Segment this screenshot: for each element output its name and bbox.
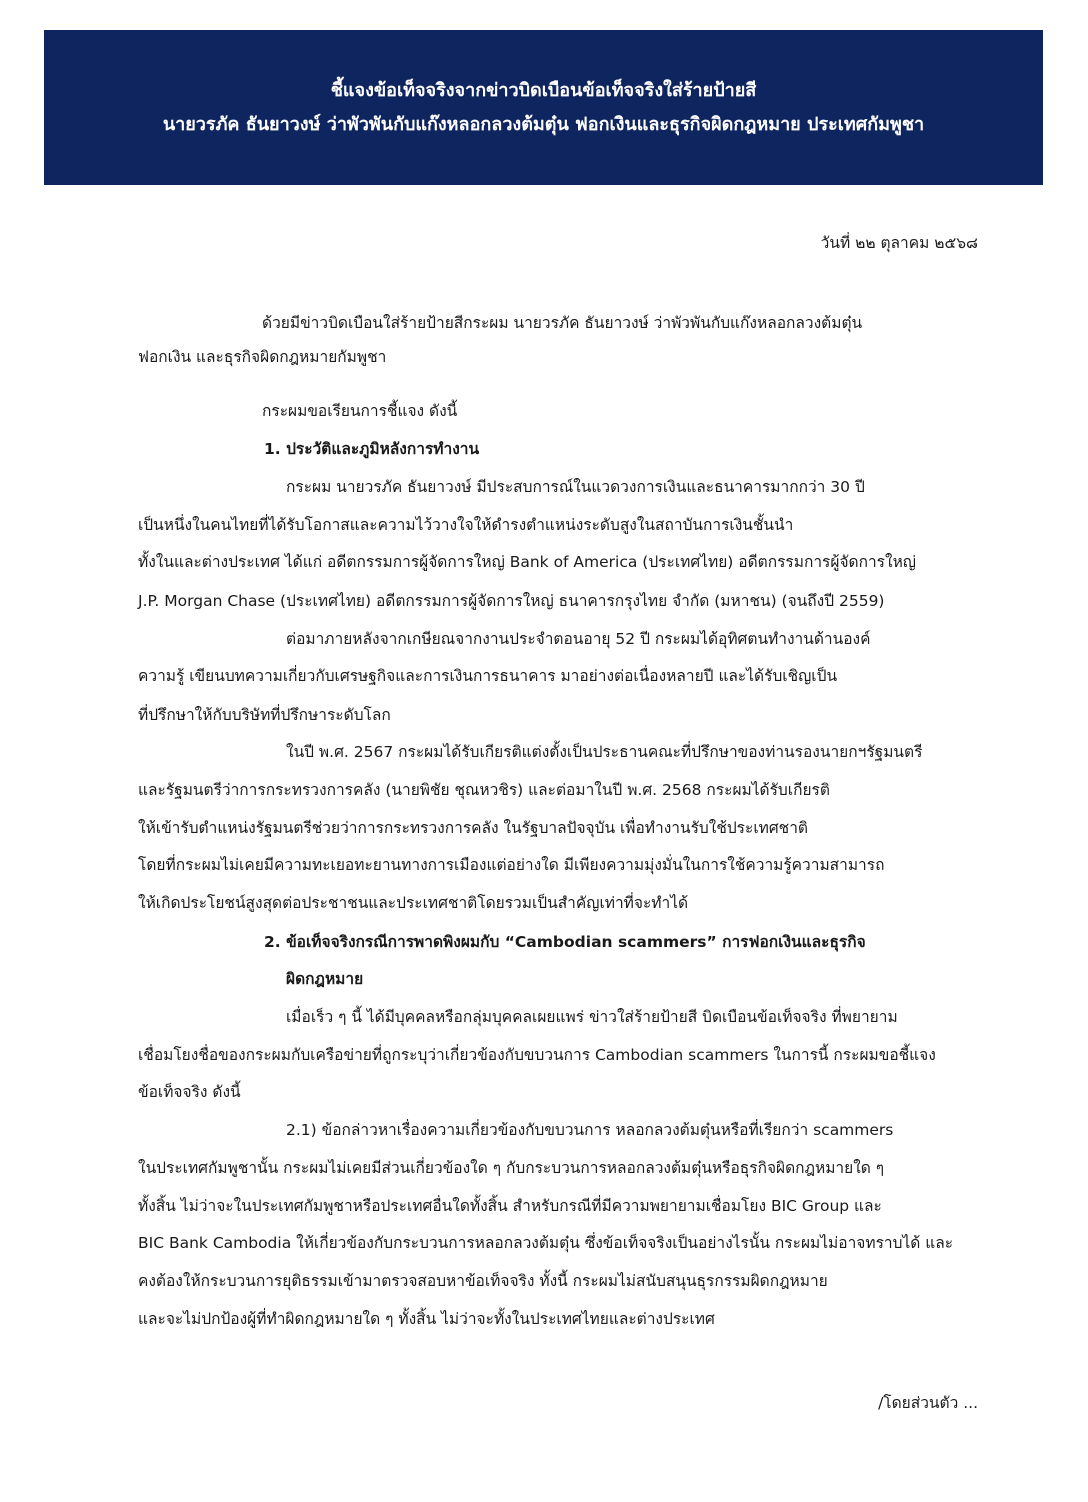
section-2-p2-line-1: 2.1) ข้อกล่าวหาเรื่องความเกี่ยวข้องกับขบวนการ หลอกลวงต้มตุ๋นหรือที่เรียกว่า scammers (286, 1121, 894, 1139)
section-2-heading-line-1: 2. ข้อเท็จจริงกรณีการพาดพิงผมกับ “Cambodian scammers” การฟอกเงินและธุรกิจ (264, 933, 866, 951)
section-2-p2-line-6: และจะไม่ปกป้องผู้ที่ทำผิดกฎหมายใด ๆ ทั้งสิ้น ไม่ว่าจะทั้งในประเทศไทยและต่างประเทศ (138, 1310, 715, 1328)
section-1-p3-line-4: โดยที่กระผมไม่เคยมีความทะเยอทะยานทางการเมืองแต่อย่างใด มีเพียงความมุ่งมั่นในการใช้ความรู้ความสามารถ (138, 856, 885, 874)
section-1-p1-line-1: กระผม นายวรภัค ธันยาวงษ์ มีประสบการณ์ในแวดวงการเงินและธนาคารมากกว่า 30 ปี (286, 478, 865, 496)
section-2-p2-line-4: BIC Bank Cambodia ให้เกี่ยวข้องกับกระบวนการหลอกลวงต้มตุ๋น ซึ่งข้อเท็จจริงเป็นอย่างไรนั้น กระผมไม่อาจทราบได้ และ (138, 1234, 954, 1252)
section-1-p1-line-3: ทั้งในและต่างประเทศ ได้แก่ อดีตกรรมการผู้จัดการใหญ่ Bank of America (ประเทศไทย) อดีตกรรมการผู้จัดการใหญ่ (138, 553, 916, 571)
section-1-p2-line-2: ความรู้ เขียนบทความเกี่ยวกับเศรษฐกิจและการเงินการธนาคาร มาอย่างต่อเนื่องหลายปี และได้รับเชิญเป็น (138, 667, 838, 685)
section-1-heading: 1. ประวัติและภูมิหลังการทำงาน (264, 440, 480, 458)
section-2-p2-line-2: ในประเทศกัมพูชานั้น กระผมไม่เคยมีส่วนเกี่ยวข้องใด ๆ กับกระบวนการหลอกลวงต้มตุ๋นหรือธุรกิจผิดกฎหมายใด ๆ (138, 1159, 885, 1177)
section-2-p1-line-1: เมื่อเร็ว ๆ นี้ ได้มีบุคคลหรือกลุ่มบุคคลเผยแพร่ ข่าวใส่ร้ายป้ายสี บิดเบือนข้อเท็จจริง ที่พยายาม (286, 1008, 898, 1026)
section-1-p3-line-3: ให้เข้ารับตำแหน่งรัฐมนตรีช่วยว่าการกระทรวงการคลัง ในรัฐบาลปัจจุบัน เพื่อทำงานรับใช้ประเทศชาติ (138, 819, 808, 837)
section-1-p1-line-2: เป็นหนึ่งในคนไทยที่ได้รับโอกาสและความไว้วางใจให้ดำรงตำแหน่งระดับสูงในสถาบันการเงินชั้นนำ (138, 516, 794, 534)
section-1-p2-line-1: ต่อมาภายหลังจากเกษียณจากงานประจำตอนอายุ 52 ปี กระผมได้อุทิศตนทำงานด้านองค์ (286, 630, 871, 648)
section-2-p1-line-3: ข้อเท็จจริง ดังนี้ (138, 1083, 241, 1101)
document-header-banner (44, 30, 1043, 185)
section-1-p3-line-2: และรัฐมนตรีว่าการกระทรวงการคลัง (นายพิชัย ชุณหวชิร) และต่อมาในปี พ.ศ. 2568 กระผมได้รับเกียรติ (138, 781, 830, 799)
section-1-p1-line-4: J.P. Morgan Chase (ประเทศไทย) อดีตกรรมการผู้จัดการใหญ่ ธนาคารกรุงไทย จำกัด (มหาชน) (จนถึงปี 2559) (138, 592, 885, 610)
header-title-line-1: ชี้แจงข้อเท็จจริงจากข่าวบิดเบือนข้อเท็จจริงใส่ร้ายป้ายสี (330, 79, 757, 101)
document-date: วันที่ ๒๒ ตุลาคม ๒๕๖๘ (820, 234, 978, 252)
header-title-line-2: นายวรภัค ธันยาวงษ์ ว่าพัวพันกับแก๊งหลอกลวงต้มตุ๋น ฟอกเงินและธุรกิจผิดกฎหมาย ประเทศกัมพูชา (162, 113, 925, 135)
section-2-p1-line-2: เชื่อมโยงชื่อของกระผมกับเครือข่ายที่ถูกระบุว่าเกี่ยวข้องกับขบวนการ Cambodian scammers ในการนี้ กระผมขอชี้แจง (138, 1046, 936, 1064)
section-2-p2-line-5: คงต้องให้กระบวนการยุติธรรมเข้ามาตรวจสอบหาข้อเท็จจริง ทั้งนี้ กระผมไม่สนับสนุนธุรกรรมผิดกฎหมาย (138, 1272, 828, 1290)
section-1-p3-line-1: ในปี พ.ศ. 2567 กระผมได้รับเกียรติแต่งตั้งเป็นประธานคณะที่ปรึกษาของท่านรองนายกฯรัฐมนตรี (286, 743, 923, 761)
intro-line-3: กระผมขอเรียนการชี้แจง ดังนี้ (262, 402, 458, 420)
section-2-p2-line-3: ทั้งสิ้น ไม่ว่าจะในประเทศกัมพูชาหรือประเทศอื่นใดทั้งสิ้น สำหรับกรณีที่มีความพยายามเชื่อมโยง BIC Group และ (138, 1197, 882, 1215)
section-2-heading-line-2: ผิดกฎหมาย (286, 970, 364, 988)
intro-line-1: ด้วยมีข่าวบิดเบือนใส่ร้ายป้ายสีกระผม นายวรภัค ธันยาวงษ์ ว่าพัวพันกับแก๊งหลอกลวงต้มตุ๋น (262, 314, 863, 332)
page-continuation-note: /โดยส่วนตัว ... (878, 1394, 978, 1412)
section-1-p3-line-5: ให้เกิดประโยชน์สูงสุดต่อประชาชนและประเทศชาติโดยรวมเป็นสำคัญเท่าที่จะทำได้ (138, 894, 689, 912)
intro-line-2: ฟอกเงิน และธุรกิจผิดกฎหมายกัมพูชา (138, 348, 387, 366)
section-1-p2-line-3: ที่ปรึกษาให้กับบริษัทที่ปรึกษาระดับโลก (138, 706, 391, 724)
